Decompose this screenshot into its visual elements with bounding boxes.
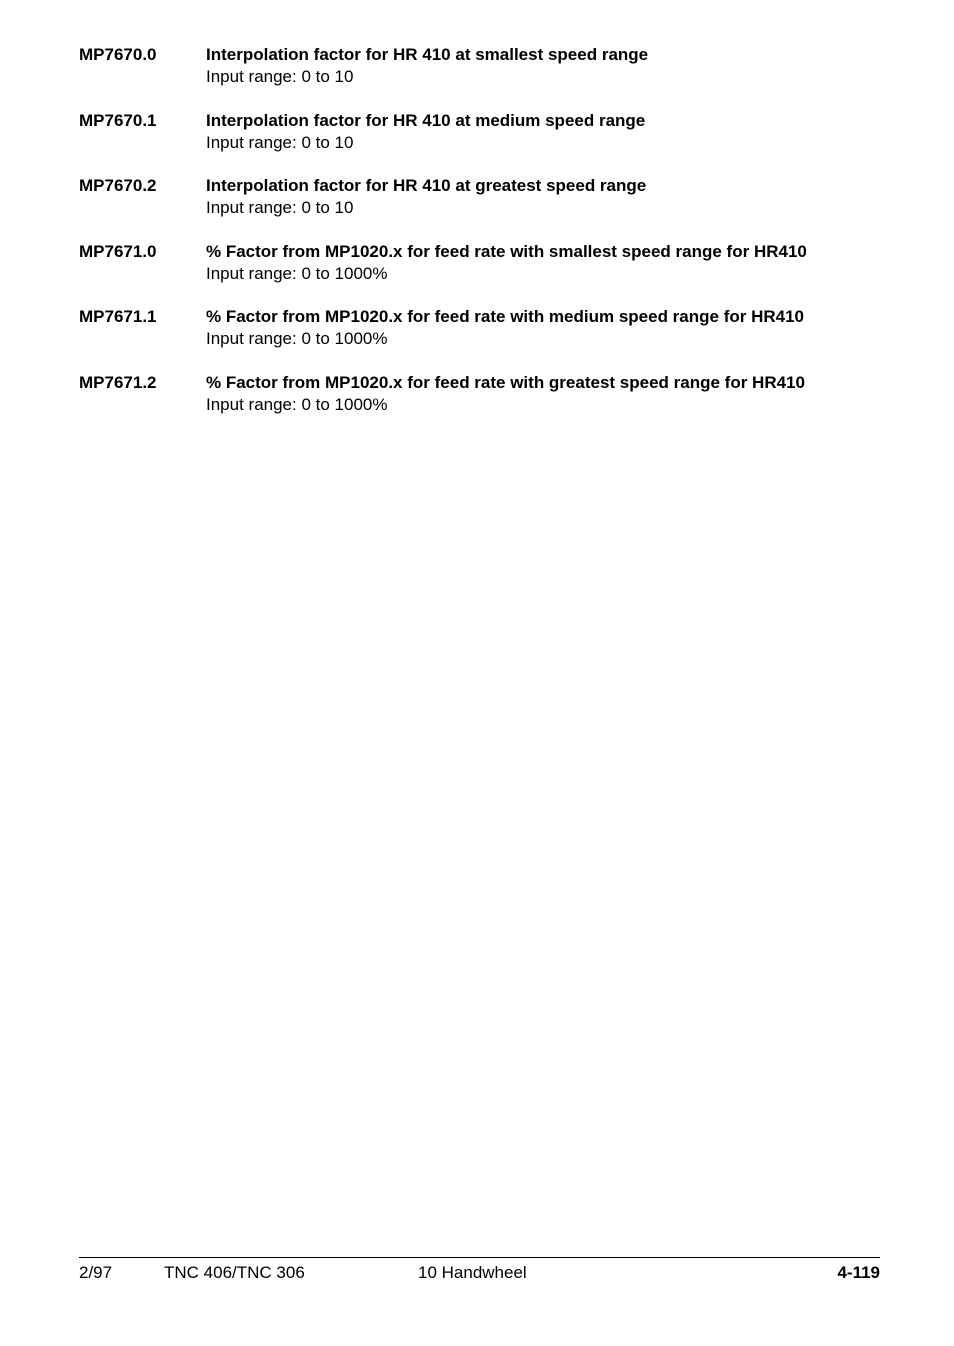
footer-date: 2/97 bbox=[79, 1263, 113, 1282]
parameter-id: MP7671.0 bbox=[79, 241, 157, 261]
parameter-id: MP7670.2 bbox=[79, 176, 157, 196]
parameter-title: % Factor from MP1020.x for feed rate with smallest speed range for HR410 bbox=[206, 241, 807, 261]
parameter-id: MP7670.0 bbox=[79, 45, 157, 64]
parameter-title: % Factor from MP1020.x for feed rate with greatest speed range for HR410 bbox=[206, 372, 805, 392]
parameter-entry bbox=[79, 175, 879, 241]
parameter-title: Interpolation factor for HR 410 at smallest speed range bbox=[206, 45, 649, 64]
parameter-input-range: Input range: 0 to 1000% bbox=[206, 329, 388, 349]
parameter-input-range: Input range: 0 to 10 bbox=[206, 67, 354, 86]
parameter-input-range: Input range: 0 to 1000% bbox=[206, 263, 388, 283]
footer-model: TNC 406/TNC 306 bbox=[164, 1263, 305, 1282]
parameter-input-range: Input range: 0 to 1000% bbox=[206, 394, 388, 414]
footer-chapter: 10 Handwheel bbox=[418, 1263, 527, 1282]
parameter-input-range: Input range: 0 to 10 bbox=[206, 132, 354, 152]
parameter-entry bbox=[79, 241, 879, 307]
parameter-id: MP7671.1 bbox=[79, 307, 157, 327]
parameter-list bbox=[79, 44, 879, 438]
parameter-entry bbox=[79, 306, 879, 372]
page-number: 4-119 bbox=[837, 1263, 880, 1282]
parameter-entry bbox=[79, 372, 879, 438]
parameter-input-range: Input range: 0 to 10 bbox=[206, 198, 354, 218]
parameter-id: MP7670.1 bbox=[79, 110, 157, 130]
parameter-title: % Factor from MP1020.x for feed rate with medium speed range for HR410 bbox=[206, 307, 804, 327]
parameter-entry bbox=[79, 44, 879, 110]
parameter-title: Interpolation factor for HR 410 at medium speed range bbox=[206, 110, 646, 130]
parameter-entry bbox=[79, 110, 879, 176]
parameter-id: MP7671.2 bbox=[79, 372, 157, 392]
page-footer bbox=[79, 1257, 880, 1288]
parameter-title: Interpolation factor for HR 410 at greatest speed range bbox=[206, 176, 647, 196]
